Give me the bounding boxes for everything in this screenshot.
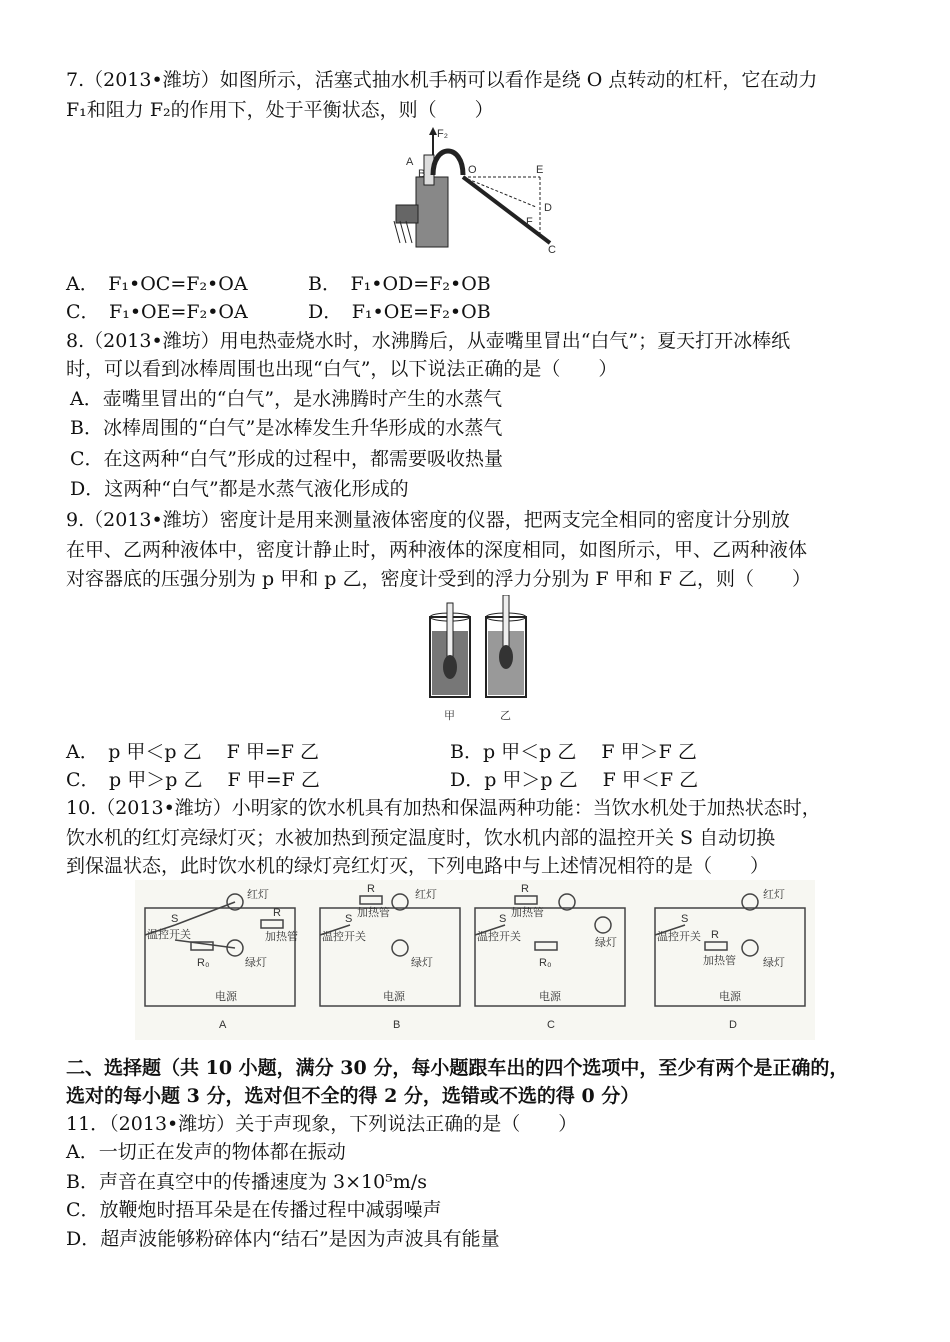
q9-option-b: B．p 甲＜p 乙 F 甲＞F 乙 xyxy=(450,741,697,763)
q11-option-a: A．一切正在发声的物体都在振动 xyxy=(66,1141,346,1163)
section2-heading-line1: 二、选择题（共 10 小题，满分 30 分，每小题跟车出的四个选项中，至少有两个是正确的， xyxy=(66,1057,849,1079)
q7-label-a: A xyxy=(406,156,414,168)
q7-lever-handle xyxy=(463,177,550,243)
q8-stem-line1: 8.（2013•潍坊）用电热壶烧水时，水沸腾后，从壶嘴里冒出“白气”；夏天打开冰棒纸 xyxy=(66,330,791,352)
q10a-r: R xyxy=(273,907,281,919)
q10a-switch: 温控开关 xyxy=(147,929,191,941)
q10c-green: 绿灯 xyxy=(595,937,617,949)
q10a-red: 红灯 xyxy=(247,889,269,901)
q7-option-b: B． F₁•OD=F₂•OB xyxy=(308,273,491,295)
q9-stem-line2: 在甲、乙两种液体中，密度计静止时，两种液体的深度相同，如图所示，甲、乙两种液体 xyxy=(66,539,808,561)
q10a-power: 电源 xyxy=(215,991,237,1003)
q10-stem-line2: 饮水机的红灯亮绿灯灭；水被加热到预定温度时，饮水机内部的温控开关 S 自动切换 xyxy=(66,827,776,849)
q9-hydrometer-figure xyxy=(420,595,540,725)
q10d-switch: 温控开关 xyxy=(657,931,701,943)
q7-pump-figure xyxy=(388,125,564,255)
q10d-red: 红灯 xyxy=(763,889,785,901)
q7-label-f2: F₂ xyxy=(437,128,448,140)
q10-stem-line3: 到保温状态，此时饮水机的绿灯亮红灯灭，下列电路中与上述情况相符的是（ ） xyxy=(66,855,770,877)
q9-option-d: D．p 甲＞p 乙 F 甲＜F 乙 xyxy=(450,769,699,791)
q10d-heater: 加热管 xyxy=(703,955,736,967)
q7-option-a: A． F₁•OC=F₂•OA xyxy=(66,273,248,295)
q10a-label: A xyxy=(219,1019,227,1031)
q8-option-c: C．在这两种“白气”形成的过程中，都需要吸收热量 xyxy=(70,448,503,470)
q10d-green: 绿灯 xyxy=(763,957,785,969)
q10c-heater: 加热管 xyxy=(511,907,544,919)
q10c-power: 电源 xyxy=(539,991,561,1003)
q10a-r0: R₀ xyxy=(197,957,210,969)
q10d-r: R xyxy=(711,929,719,941)
q9-label-yi: 乙 xyxy=(500,710,511,722)
q10b-red: 红灯 xyxy=(415,889,437,901)
q9-stem-line1: 9.（2013•潍坊）密度计是用来测量液体密度的仪器，把两支完全相同的密度计分别放 xyxy=(66,509,790,531)
q8-option-b: B．冰棒周围的“白气”是冰棒发生升华形成的水蒸气 xyxy=(70,417,503,439)
q7-label-f: F xyxy=(526,216,533,228)
q11-stem: 11．（2013•潍坊）关于声现象，下列说法正确的是（ ） xyxy=(66,1113,578,1135)
q9-option-a: A． p 甲＜p 乙 F 甲=F 乙 xyxy=(66,741,320,763)
q10b-power: 电源 xyxy=(383,991,405,1003)
q7-label-o: O xyxy=(468,164,477,176)
q10b-label: B xyxy=(393,1019,401,1031)
q7-label-e: E xyxy=(536,164,544,176)
q10c-switch: 温控开关 xyxy=(477,931,521,943)
q9-option-c: C． p 甲＞p 乙 F 甲=F 乙 xyxy=(66,769,320,791)
q10-stem-line1: 10.（2013•潍坊）小明家的饮水机具有加热和保温两种功能：当饮水机处于加热状态时， xyxy=(66,797,821,819)
q7-label-c: C xyxy=(548,244,556,255)
q10a-heater: 加热管 xyxy=(265,931,298,943)
q7-label-d: D xyxy=(544,202,552,214)
q10a-green: 绿灯 xyxy=(245,957,267,969)
q9-label-jia: 甲 xyxy=(444,710,455,722)
q7-option-c: C． F₁•OE=F₂•OA xyxy=(66,301,248,323)
q9-container-jia xyxy=(430,603,470,697)
q7-pump-cylinder xyxy=(416,177,448,247)
q10d-power: 电源 xyxy=(719,991,741,1003)
q10c-label: C xyxy=(547,1019,555,1031)
q8-stem-line2: 时，可以看到冰棒周围也出现“白气”，以下说法正确的是（ ） xyxy=(66,358,618,380)
q9-container-yi xyxy=(486,595,526,697)
q10b-green: 绿灯 xyxy=(411,957,433,969)
q11-option-d: D．超声波能够粉碎体内“结石”是因为声波具有能量 xyxy=(66,1228,500,1250)
q11-option-b: B．声音在真空中的传播速度为 3×10⁵m/s xyxy=(66,1171,427,1193)
q10c-s: S xyxy=(499,913,507,925)
section2-heading-line2: 选对的每小题 3 分，选对但不全的得 2 分，选错或不选的得 0 分） xyxy=(66,1085,640,1107)
q8-option-d: D．这两种“白气”都是水蒸气液化形成的 xyxy=(70,478,409,500)
q10c-r0: R₀ xyxy=(539,957,552,969)
q10-circuits-figure xyxy=(135,880,815,1040)
q7-stem-line1: 7.（2013•潍坊）如图所示，活塞式抽水机手柄可以看作是绕 O 点转动的杠杆，它在动力 xyxy=(66,69,818,91)
q11-option-c: C．放鞭炮时捂耳朵是在传播过程中减弱噪声 xyxy=(66,1199,442,1221)
q10b-switch: 温控开关 xyxy=(322,931,366,943)
q10b-heater: 加热管 xyxy=(357,907,390,919)
q10c-r: R xyxy=(521,883,529,895)
q7-option-d: D． F₁•OE=F₂•OB xyxy=(308,301,491,323)
q7-label-b: B xyxy=(418,168,426,180)
q10d-s: S xyxy=(681,913,689,925)
q10a-s: S xyxy=(171,913,179,925)
q9-stem-line3: 对容器底的压强分别为 p 甲和 p 乙，密度计受到的浮力分别为 F 甲和 F 乙，则（ ） xyxy=(66,568,812,590)
q10b-s: S xyxy=(345,913,353,925)
q8-option-a: A．壶嘴里冒出的“白气”，是水沸腾时产生的水蒸气 xyxy=(70,388,503,410)
q7-stem-line2: F₁和阻力 F₂的作用下，处于平衡状态，则（ ） xyxy=(66,99,494,121)
q10b-r: R xyxy=(367,883,375,895)
q10d-label: D xyxy=(729,1019,737,1031)
